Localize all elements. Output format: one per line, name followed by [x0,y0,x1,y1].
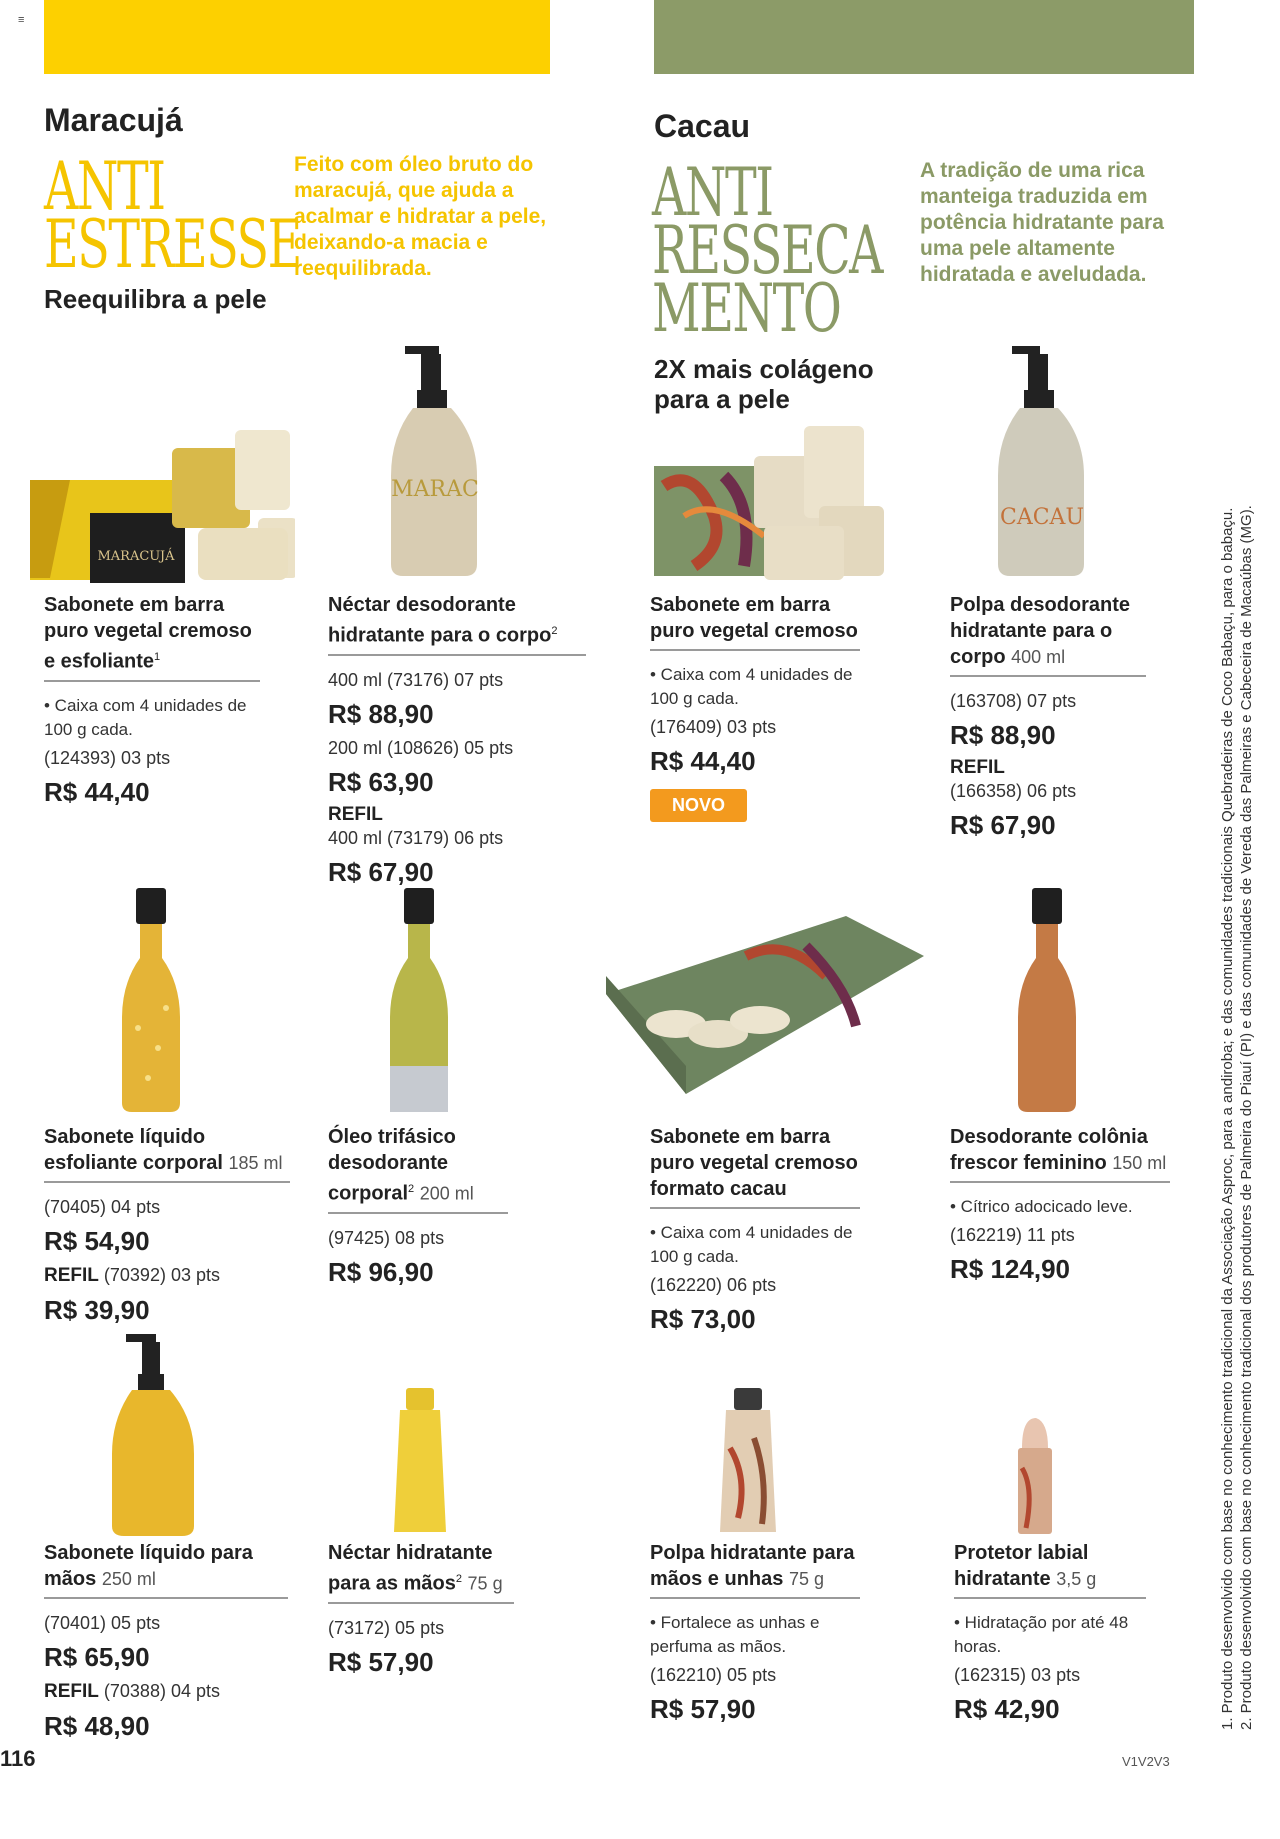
product-price: R$ 65,90 [44,1642,150,1672]
product-name [328,1124,508,1207]
cacau-headline-line1: ANTI [652,154,773,231]
product-name-text: Polpa hidratante para mãos e unhas [650,1542,855,1590]
product-triphasic-oil [328,1124,508,1294]
product-name [650,1540,860,1592]
refil-label: REFIL [950,757,1005,778]
product-cacau-shaped-soap [650,1124,860,1341]
product-price-200: R$ 63,90 [328,766,434,797]
maracuja-blurb: Feito com óleo bruto do maracujá, que ajuda a acalmar e hidratar a pele, deixando-a macia e reequilibrada. [294,153,547,280]
product-bullet: • Caixa com 4 unidades de 100 g cada. [650,665,853,708]
divider [650,1207,860,1209]
refil-line [44,1679,288,1704]
product-code: (162315) 03 pts [954,1665,1081,1685]
product-size: 3,5 g [1056,1569,1097,1589]
product-name [954,1540,1146,1592]
product-bar-soap-exfoliating [44,592,260,814]
product-code-refil: (166358) 06 pts [950,781,1077,801]
maracuja-tagline: Reequilibra a pele [44,284,267,314]
product-size: 75 g [788,1569,824,1589]
product-name-text: Desodorante colônia frescor feminino [950,1126,1148,1174]
product-name-text: Sabonete líquido esfoliante corporal [44,1126,223,1174]
divider [650,1597,860,1599]
product-name-text: Sabonete em barra puro vegetal cremoso e esfoliante [44,594,252,673]
cacau-bar-soap-image [654,426,886,584]
cologne-bottle-image [1014,888,1080,1114]
cacau-section-title: Cacau [654,108,751,144]
refil-line [44,1263,290,1288]
maracuja-headline-line2: ESTRESSE [44,206,301,283]
divider [650,649,860,651]
product-price-refil: R$ 39,90 [44,1295,150,1325]
page-number: 116 [0,1746,36,1771]
divider [44,680,260,682]
product-name [328,1540,514,1597]
hand-nectar-tube-image [392,1388,448,1538]
maracuja-color-band [44,0,550,74]
product-name-text: Néctar desodorante hidratante para o corpo [328,594,552,647]
product-price: R$ 88,90 [950,720,1056,750]
footnote-2: 2. Produto desenvolvido com base no conhecimento tradicional dos produtores de Palmeira do Piauí (PI) e das comunidades de Vereda das Palmeiras e Cabeceira de Macaúbas (MG). [1238,505,1255,1730]
liquid-exfoliating-soap-image [118,888,184,1114]
triphasic-oil-bottle-image [386,888,452,1114]
product-code: (97425) 08 pts [328,1227,445,1248]
cacau-shaped-soap-box-image [606,916,926,1096]
cacau-tagline: 2X mais colágeno para a pele [654,354,874,414]
product-code: (163708) 07 pts [950,691,1077,711]
product-name [44,1540,288,1592]
product-price: R$ 44,40 [650,746,756,776]
product-bullet: • Caixa com 4 unidades de 100 g cada. [44,695,247,739]
divider [44,1181,290,1183]
product-price-refil: R$ 67,90 [950,810,1056,840]
product-price: R$ 96,90 [328,1256,434,1287]
cacau-hand-cream-tube-image [718,1388,778,1538]
product-lip-balm [954,1540,1146,1731]
refil-label: REFIL [44,1681,99,1702]
product-hand-nectar [328,1540,514,1684]
cacau-body-bottle-image [992,346,1092,578]
refil-label: REFIL [328,803,383,825]
maracuja-section-title: Maracujá [44,102,183,138]
product-name [44,592,260,675]
product-size: 200 ml [419,1183,474,1204]
product-name: Sabonete em barra puro vegetal cremoso formato cacau [650,1126,858,1200]
product-bullet: • Cítrico adocicado leve. [950,1197,1133,1216]
hand-soap-bottle-image [108,1334,198,1538]
product-bullet: • Hidratação por até 48 horas. [954,1613,1129,1656]
new-badge: NOVO [650,789,747,822]
product-hand-soap [44,1540,288,1748]
product-size: 185 ml [228,1153,283,1173]
cacau-blurb: A tradição de uma rica manteiga traduzida em potência hidratante para uma pele altamente hidratada e aveludada. [920,159,1164,286]
divider [328,1212,508,1214]
product-size: 250 ml [101,1569,156,1589]
product-price: R$ 57,90 [650,1694,756,1724]
product-cacau-body-pulp [950,592,1146,847]
product-name-text: Sabonete líquido para mãos [44,1542,253,1590]
product-code: (73172) 05 pts [328,1617,445,1638]
product-code: (176409) 03 pts [650,717,777,737]
refil-label: REFIL [44,1265,99,1286]
footer-code: V1V2V3 [1122,1754,1170,1769]
product-name: Sabonete em barra puro vegetal cremoso [650,594,858,642]
footnote-ref: 2 [551,625,558,637]
product-price: R$ 124,90 [950,1254,1070,1284]
product-bullet: • Caixa com 4 unidades de 100 g cada. [650,1223,853,1266]
nectar-body-bottle-image [385,346,485,578]
product-liquid-exfoliating-soap [44,1124,290,1332]
product-name-text: Polpa desodorante hidratante para o corpo [950,594,1131,668]
product-name-text: Óleo trifásico desodorante corporal [328,1126,456,1205]
product-price-400: R$ 88,90 [328,698,434,729]
product-variant-refil: 400 ml (73179) 06 pts [328,827,504,848]
product-code: (162219) 11 pts [950,1225,1075,1245]
product-code: (162210) 05 pts [650,1665,777,1685]
product-variant-200: 200 ml (108626) 05 pts [328,737,514,758]
product-code: (162220) 06 pts [650,1275,777,1295]
product-price: R$ 54,90 [44,1226,150,1256]
divider [44,1597,288,1599]
product-price: R$ 42,90 [954,1694,1060,1724]
product-name-text: Protetor labial hidratante [954,1542,1089,1590]
maracuja-bar-soap-image [30,428,295,584]
product-name-text: Néctar hidratante para as mãos [328,1542,493,1595]
footnote-ref: 2 [408,1183,415,1195]
maracuja-headline [44,148,301,283]
refil-code: (70388) 04 pts [103,1681,220,1701]
product-code: (124393) 03 pts [44,747,171,768]
maracuja-box-label: MARACUJÁ [97,549,175,564]
footnote-ref: 2 [455,1573,462,1585]
lip-balm-image [1004,1418,1068,1536]
cacau-color-band [654,0,1194,74]
header-mark: ≡ [18,14,25,26]
product-price-refil: R$ 48,90 [44,1711,150,1741]
product-price: R$ 73,00 [650,1304,756,1334]
cacau-bottle-label: CACAU [1000,505,1084,530]
divider [328,1602,514,1604]
refil-code: (70392) 03 pts [103,1265,220,1285]
footnote-1: 1. Produto desenvolvido com base no conhecimento tradicional da Associação Asproc, para a andiroba; e das comunidades tradicionais Quebradeiras de Coco Babaçu, para o babaçu. [1219,507,1236,1730]
product-price: R$ 44,40 [44,776,150,807]
product-variant-400: 400 ml (73176) 07 pts [328,669,504,690]
cacau-headline [652,154,883,347]
product-size: 400 ml [1011,647,1066,667]
product-cologne [950,1124,1170,1291]
product-hand-nail-cream [650,1540,860,1731]
footnote-ref: 1 [154,651,161,663]
product-name [950,1124,1170,1176]
footnotes [1218,390,1256,1730]
divider [954,1597,1146,1599]
product-bullet: • Fortalece as unhas e perfuma as mãos. [650,1613,820,1656]
product-code: (70401) 05 pts [44,1613,161,1633]
cacau-headline-line3: MENTO [652,270,841,347]
product-name [328,592,586,649]
product-size: 150 ml [1112,1153,1167,1173]
product-bar-soap-cacau [650,592,860,822]
divider [950,675,1146,677]
cacau-headline-line2: RESSECA [652,212,883,289]
product-price-refil: R$ 67,90 [328,856,434,887]
divider [950,1181,1170,1183]
maracuja-headline-line1: ANTI [44,148,165,225]
product-name [44,1124,290,1176]
nectar-bottle-label: MARAC [391,477,479,502]
divider [328,654,586,656]
product-price: R$ 57,90 [328,1646,434,1677]
product-name [950,592,1146,670]
product-nectar-body [328,592,586,894]
product-size: 75 g [467,1573,503,1594]
product-code: (70405) 04 pts [44,1197,161,1217]
